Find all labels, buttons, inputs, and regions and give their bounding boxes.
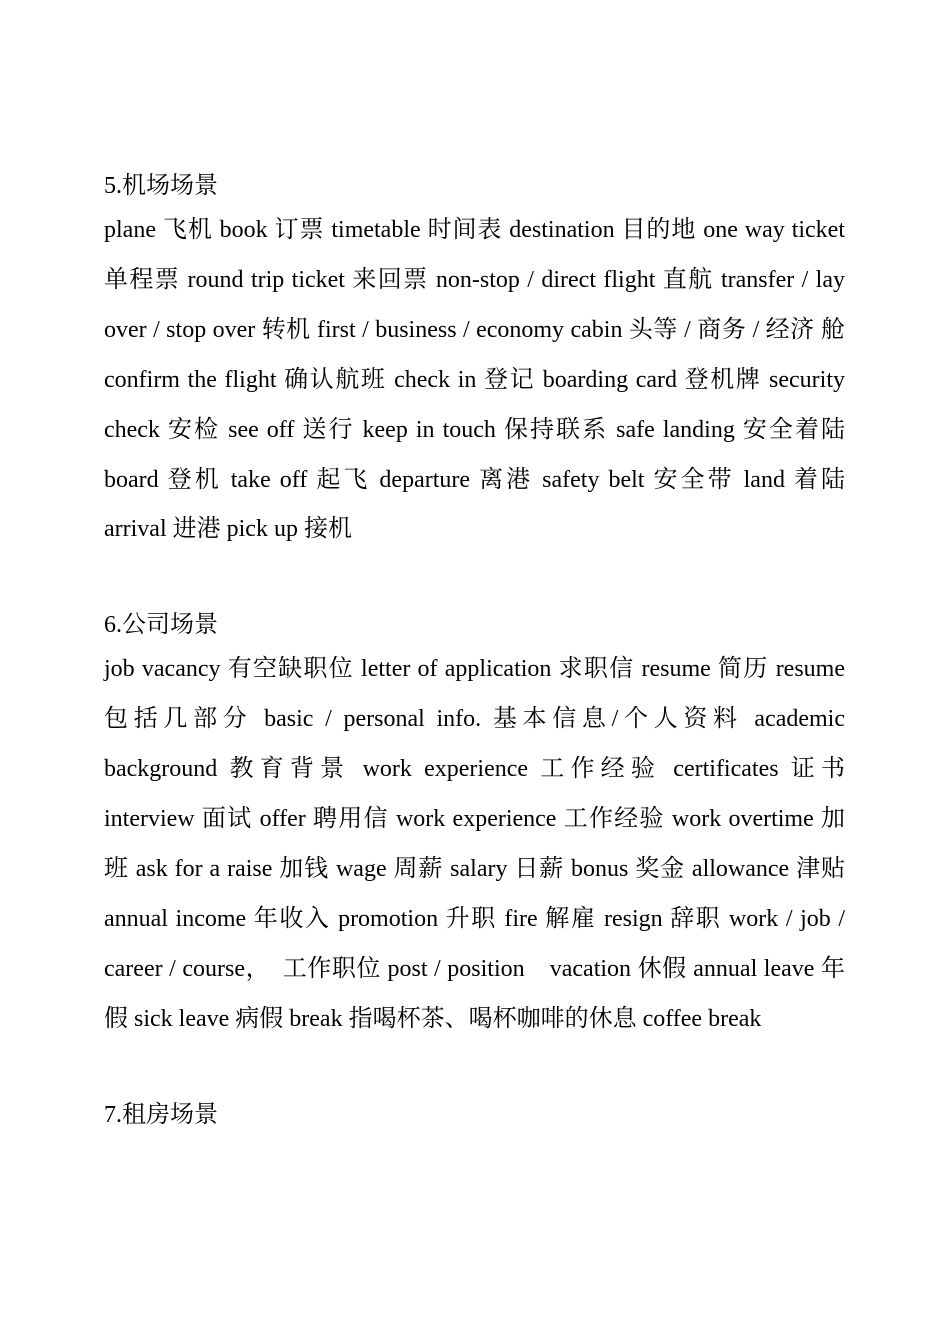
section-body-airport: plane 飞机 book 订票 timetable 时间表 destination 目的地 one way ticket 单程票 round trip ticket 来回票 non-stop / direct flight 直航 transfer / lay over / stop over 转机 first / business / economy cabin 头等 / 商务 / 经济 舱 confirm the flight 确认航班 check in 登记 boarding card 登机牌 security check 安检 see off 送行 keep in touch 保持联系 safe landing 安全着陆 board 登机 take off 起飞 departure 离港 safety belt 安全带 land 着陆 arrival 进港 pick up 接机: [104, 217, 845, 543]
section-body-company: job vacancy 有空缺职位 letter of application 求职信 resume 简历 resume 包括几部分 basic / personal info. 基本信息/个人资料 academic background 教育背景 work experience 工作经验 certificates 证书 interview 面试 offer 聘用信 work experience 工作经验 work overtime 加班 ask for a raise 加钱 wage 周薪 salary 日薪 bonus 奖金 allowance 津贴 annual income 年收入 promotion 升职 fire 解雇 resign 辞职 work / job / career / course， 工作职位 post / position vacation 休假 annual leave 年假 sick leave 病假 break 指喝杯茶、喝杯咖啡的休息 coffee break: [104, 656, 845, 1032]
document-page: [104, 166, 845, 1135]
section-heading-renting: 7.租房场景: [104, 1101, 218, 1128]
section-airport: [104, 166, 845, 555]
section-heading-company: 6.公司场景: [104, 612, 218, 639]
section-company: [104, 605, 845, 1044]
section-heading-airport: 5.机场场景: [104, 173, 218, 199]
section-renting: [104, 1095, 845, 1135]
